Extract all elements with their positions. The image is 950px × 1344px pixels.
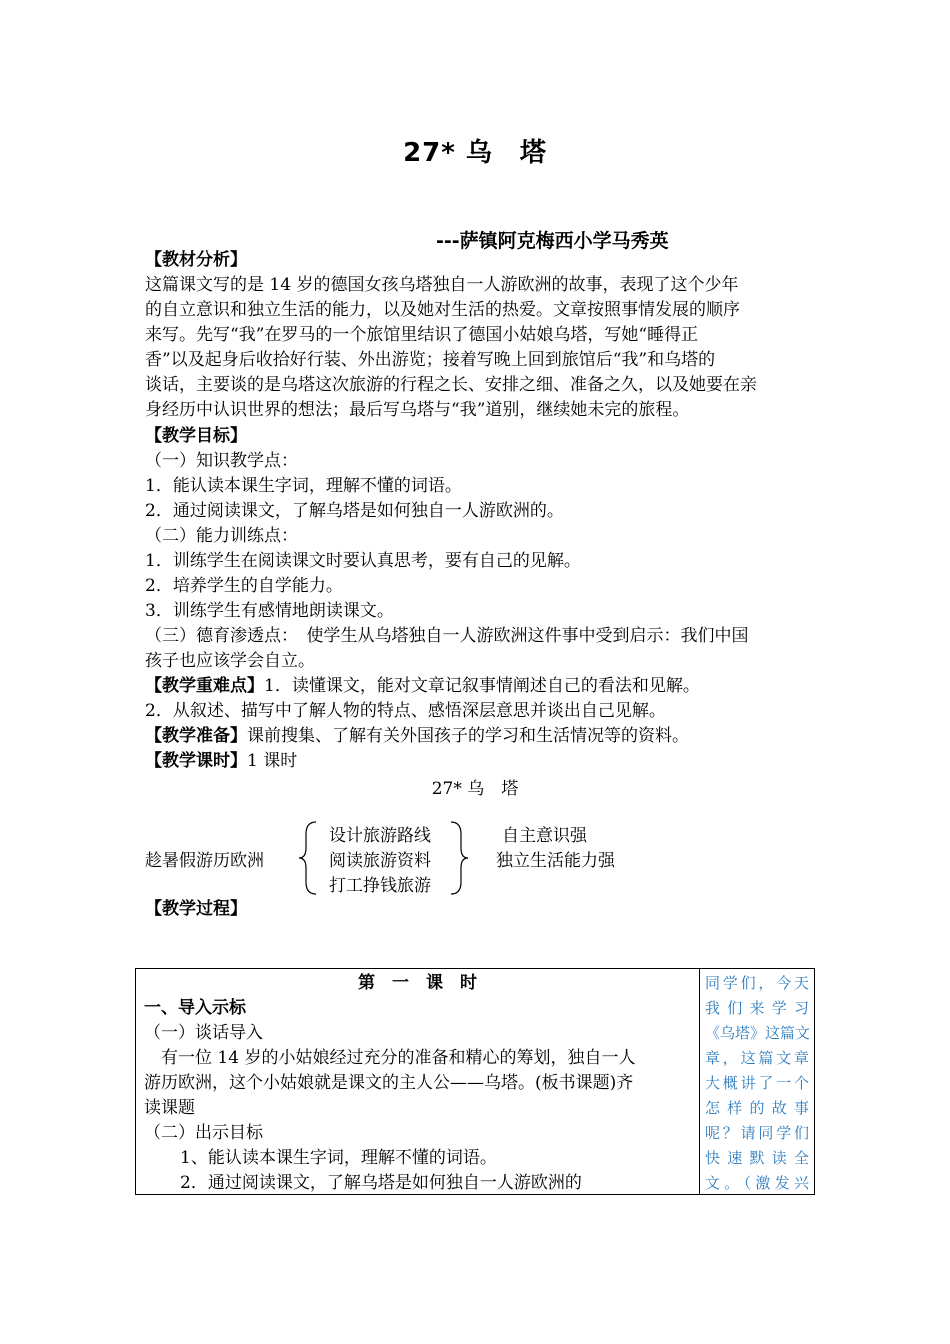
table-divider — [699, 969, 700, 1194]
left-brace-icon — [296, 820, 320, 896]
goal-item: 1．能认读本课生字词，理解不懂的词语。 — [145, 476, 462, 496]
key-point-text: 1．读懂课文，能对文章记叙事情阐述自己的看法和见解。 — [264, 676, 700, 696]
analysis-line: 这篇课文写的是 14 岁的德国女孩乌塔独自一人游欧洲的故事，表现了这个少年 — [145, 275, 739, 295]
goal-item: 3．训练学生有感情地朗读课文。 — [145, 601, 394, 621]
table-goal-item: 1、能认读本课生字词，理解不懂的词语。 — [180, 1148, 497, 1168]
hours-line — [145, 749, 297, 774]
page-title: 27* 乌 塔 — [403, 138, 547, 168]
lesson-table — [135, 968, 815, 1195]
table-goal-item: 2．通过阅读课文，了解乌塔是如何独自一人游欧洲的 — [180, 1173, 582, 1193]
goals-subheading: （一）知识教学点： — [145, 451, 298, 471]
note-line: 《乌塔》这篇文 — [705, 1024, 811, 1042]
analysis-line: 香”以及起身后收拾好行装、外出游览；接着写晚上回到旅馆后“我”和乌塔的 — [145, 350, 716, 370]
teacher-note — [705, 971, 809, 1196]
analysis-line: 谈话，主要谈的是乌塔这次旅游的行程之长、安排之细、准备之久，以及她要在亲 — [145, 375, 757, 395]
board-left-label: 趁暑假游历欧洲 — [145, 851, 264, 871]
note-line: 怎 样 的 故 事 — [705, 1099, 809, 1117]
hours-heading: 【教学课时】 — [145, 751, 247, 771]
board-middle-item: 阅读旅游资料 — [329, 851, 431, 871]
moral-line: 孩子也应该学会自立。 — [145, 651, 315, 671]
goal-item: 1．训练学生在阅读课文时要认真思考，要有自己的见解。 — [145, 551, 581, 571]
goal-item: 2．培养学生的自学能力。 — [145, 576, 343, 596]
goals-subheading: （二）能力训练点： — [145, 526, 298, 546]
note-line: 大概讲了一个 — [705, 1074, 809, 1092]
table-paragraph-line: 读课题 — [144, 1098, 195, 1118]
key-points-line — [145, 674, 700, 699]
board-middle-item: 打工挣钱旅游 — [329, 876, 431, 896]
note-line: 章，这篇文章 — [705, 1049, 809, 1067]
note-line: 我 们 来 学 习 — [705, 999, 809, 1017]
board-title: 27* 乌 塔 — [431, 779, 519, 799]
key-points-heading: 【教学重难点】 — [145, 676, 264, 696]
section-heading: 一、导入示标 — [144, 998, 246, 1018]
key-point-line: 2．从叙述、描写中了解人物的特点、感悟深层意思并谈出自己见解。 — [145, 701, 666, 721]
goals-heading: 【教学目标】 — [145, 426, 247, 446]
goal-item: 2．通过阅读课文，了解乌塔是如何独自一人游欧洲的。 — [145, 501, 564, 521]
prep-heading: 【教学准备】 — [145, 726, 247, 746]
analysis-line: 来写。先写“我”在罗马的一个旅馆里结识了德国小姑娘乌塔，写她“睡得正 — [145, 325, 699, 345]
author-line: ---萨镇阿克梅西小学马秀英 — [436, 230, 669, 252]
process-heading: 【教学过程】 — [145, 899, 247, 919]
lesson-title: 第 一 课 时 — [358, 973, 477, 993]
table-paragraph-line: 有一位 14 岁的小姑娘经过充分的准备和精心的筹划，独自一人 — [144, 1048, 636, 1068]
table-paragraph-line: 游历欧洲，这个小姑娘就是课文的主人公——乌塔。(板书课题)齐 — [144, 1073, 634, 1093]
prep-line — [145, 724, 689, 749]
note-line: 文。（激发兴 — [705, 1174, 809, 1192]
subsection-heading: （二）出示目标 — [144, 1123, 263, 1143]
note-line: 同学们，今天 — [705, 974, 809, 992]
right-brace-icon — [447, 820, 471, 896]
note-line: 快 速 默 读 全 — [705, 1149, 809, 1167]
board-right-item: 独立生活能力强 — [496, 851, 615, 871]
prep-text: 课前搜集、了解有关外国孩子的学习和生活情况等的资料。 — [247, 726, 689, 746]
subsection-heading: （一）谈话导入 — [144, 1023, 263, 1043]
hours-text: 1 课时 — [247, 751, 298, 771]
analysis-line: 身经历中认识世界的想法；最后写乌塔与“我”道别，继续她未完的旅程。 — [145, 400, 690, 420]
board-middle-item: 设计旅游路线 — [329, 826, 431, 846]
moral-line: （三）德育渗透点： 使学生从乌塔独自一人游欧洲这件事中受到启示：我们中国 — [145, 626, 749, 646]
board-right-item: 自主意识强 — [502, 826, 587, 846]
note-line: 呢？请同学们 — [705, 1124, 809, 1142]
analysis-heading: 【教材分析】 — [145, 250, 247, 270]
analysis-line: 的自立意识和独立生活的能力，以及她对生活的热爱。文章按照事情发展的顺序 — [145, 300, 740, 320]
